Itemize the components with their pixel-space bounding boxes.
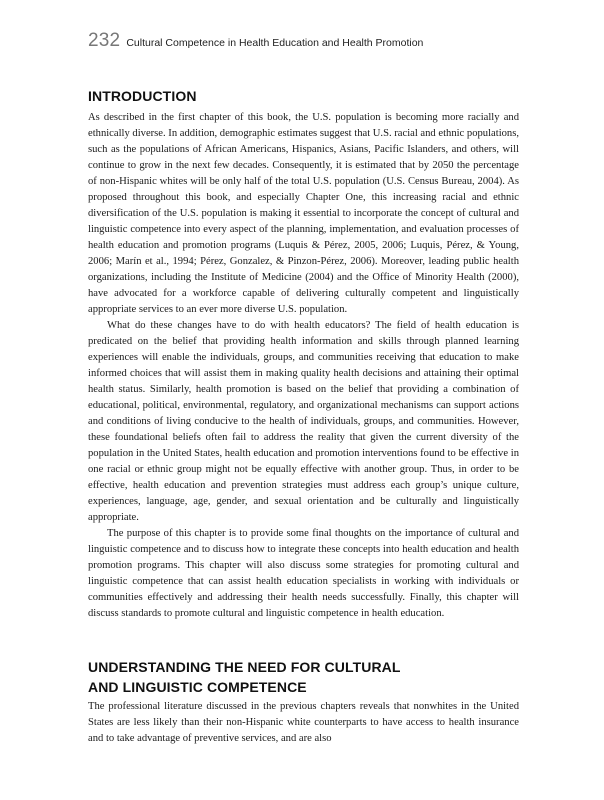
heading-line: AND LINGUISTIC COMPETENCE [88,679,307,695]
running-head [88,30,528,52]
paragraph: As described in the first chapter of this book, the U.S. population is becoming more racially and ethnically diverse. In addition, demographic estimates suggest that U.S. racial and ethnic populations, such as the populations of African Americans, Hispanics, Asians, Pacific Islanders, and others, will continue to grow in the next few decades. Consequently, it is estimated that by 2050 the percentage of non-Hispanic whites will be only half of the total U.S. population (U.S. Census Bureau, 2004). As proposed throughout this book, and especially Chapter One, this increasing racial and ethnic diversification of the U.S. population is making it essential to incorporate the concept of cultural and linguistic competence into every aspect of the planning, implementation, and evaluation processes of health education and promotion programs (Luquis & Pérez, 2005, 2006; Luquis, Pérez, & Young, 2006; Marín et al., 1994; Pérez, Gonzalez, & Pinzon-Pérez, 2006). Moreover, leading public health organizations, including the Institute of Medicine (2004) and the Office of Minority Health (2000), have advocated for a workforce capable of delivering culturally competent and linguistically appropriate services to an ever more diverse U.S. population. [88,112,519,315]
section-heading-introduction: INTRODUCTION [88,88,197,104]
page-number: 232 [88,30,121,51]
section-body-understanding-need [88,699,519,747]
paragraph: What do these changes have to do with health educators? The field of health education is predicated on the belief that providing health information and skills through planned learning experiences will enable the individuals, groups, and communities receiving that education to make informed choices that will assist them in making quality health decisions and attaining their optimal health status. Similarly, health promotion is based on the belief that providing a combination of educational, political, environmental, regulatory, and organizational mechanisms can support actions and conditions of living conducive to the health of individuals, groups, and communities. However, these foundational beliefs often fail to address the reality that given the current diversity of the population in the United States, health education and promotion interventions found to be effective in one racial or ethnic group might not be equally effective with another group. Thus, in order to be effective, health education and prevention strategies must address each group’s unique culture, experiences, language, age, gender, and sexual orientation and be culturally and linguistically appropriate. [88,320,519,523]
running-head-title: Cultural Competence in Health Education and Health Promotion [126,37,424,49]
section-heading-understanding-need [88,657,508,697]
paragraph: The professional literature discussed in the previous chapters reveals that nonwhites in the United States are less likely than their non-Hispanic white counterparts to have access to health insurance and to take advantage of preventive services, and are also [88,701,519,744]
heading-line: UNDERSTANDING THE NEED FOR CULTURAL [88,659,401,675]
section-body-introduction [88,110,519,622]
paragraph: The purpose of this chapter is to provide some final thoughts on the importance of cultural and linguistic competence and to discuss how to integrate these concepts into health education and health promotion programs. This chapter will also discuss some strategies for promoting cultural and linguistic competence that can assist health education specialists in working with individuals or communities effectively and addressing their health needs successfully. Finally, this chapter will discuss standards to promote cultural and linguistic competence in health education. [88,528,519,619]
